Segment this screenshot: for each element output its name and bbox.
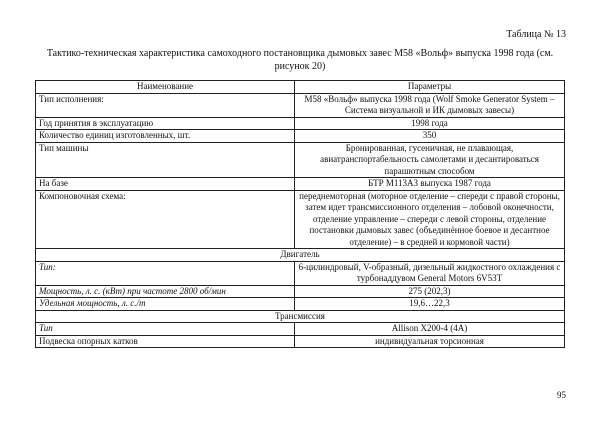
row-value: переднемоторная (моторное отделение – спереди с правой стороны, затем идет трансмиссионного отделения – лобовой оконечности, отделение управление – спереди с левой стороны, отделение постановки дымовых завес (объединённое боевое и десантное отделение) – в средней и кормовой части) [295, 190, 565, 249]
table-row [36, 178, 565, 191]
row-name: Количество единиц изготовленных, шт. [36, 130, 295, 143]
row-value: 19,6…22,3 [295, 298, 565, 311]
row-name: Компоновочная схема: [36, 190, 295, 249]
section-row-engine [36, 249, 565, 262]
row-value: 6-цилиндровый, V-образный, дизельный жидкостного охлаждения с турбонаддувом General Motors 6V53T [295, 261, 565, 285]
row-name: Удельная мощность, л. с./т [36, 298, 295, 311]
row-name: Тип машины [36, 142, 295, 178]
section-title-engine: Двигатель [36, 249, 565, 262]
header-params: Параметры [295, 81, 565, 94]
row-name: Тип [36, 323, 295, 336]
row-value: 350 [295, 130, 565, 143]
table-number-label: Таблица № 13 [506, 29, 566, 40]
table-row [36, 335, 565, 348]
row-value: 1998 года [295, 117, 565, 130]
table-row [36, 323, 565, 336]
table-row [36, 142, 565, 178]
table-header-row [36, 81, 565, 94]
row-value: Allison X200-4 (4A) [295, 323, 565, 336]
row-value: М58 «Вольф» выпуска 1998 года (Wolf Smoke Generator System – Система визуальной и ИК дымовых завесы) [295, 93, 565, 117]
table-row [36, 93, 565, 117]
table-row [36, 261, 565, 285]
table-row [36, 130, 565, 143]
table-row [36, 117, 565, 130]
page-number: 95 [557, 390, 566, 400]
row-name: Тип исполнения: [36, 93, 295, 117]
row-value: 275 (202,3) [295, 285, 565, 298]
section-row-transmission [36, 310, 565, 323]
table-row [36, 190, 565, 249]
row-name: На базе [36, 178, 295, 191]
row-name: Тип: [36, 261, 295, 285]
row-name: Год принятия в эксплуатацию [36, 117, 295, 130]
row-value: БТР М113А3 выпуска 1987 года [295, 178, 565, 191]
row-name: Подвеска опорных катков [36, 335, 295, 348]
table-caption: Тактико-техническая характеристика самоходного постановщика дымовых завес М58 «Вольф» выпуска 1998 года (см. рисунок 20) [46, 48, 554, 72]
table-row [36, 298, 565, 311]
row-value: индивидуальная торсионная [295, 335, 565, 348]
row-value: Бронированная, гусеничная, не плавающая, авиатранспортабельность самолетами и десантироваться парашютным способом [295, 142, 565, 178]
table-row [36, 285, 565, 298]
spec-table [35, 80, 565, 348]
section-title-transmission: Трансмиссия [36, 310, 565, 323]
row-name: Мощность, л. с. (кВт) при частоте 2800 об/мин [36, 285, 295, 298]
header-name: Наименование [36, 81, 295, 94]
